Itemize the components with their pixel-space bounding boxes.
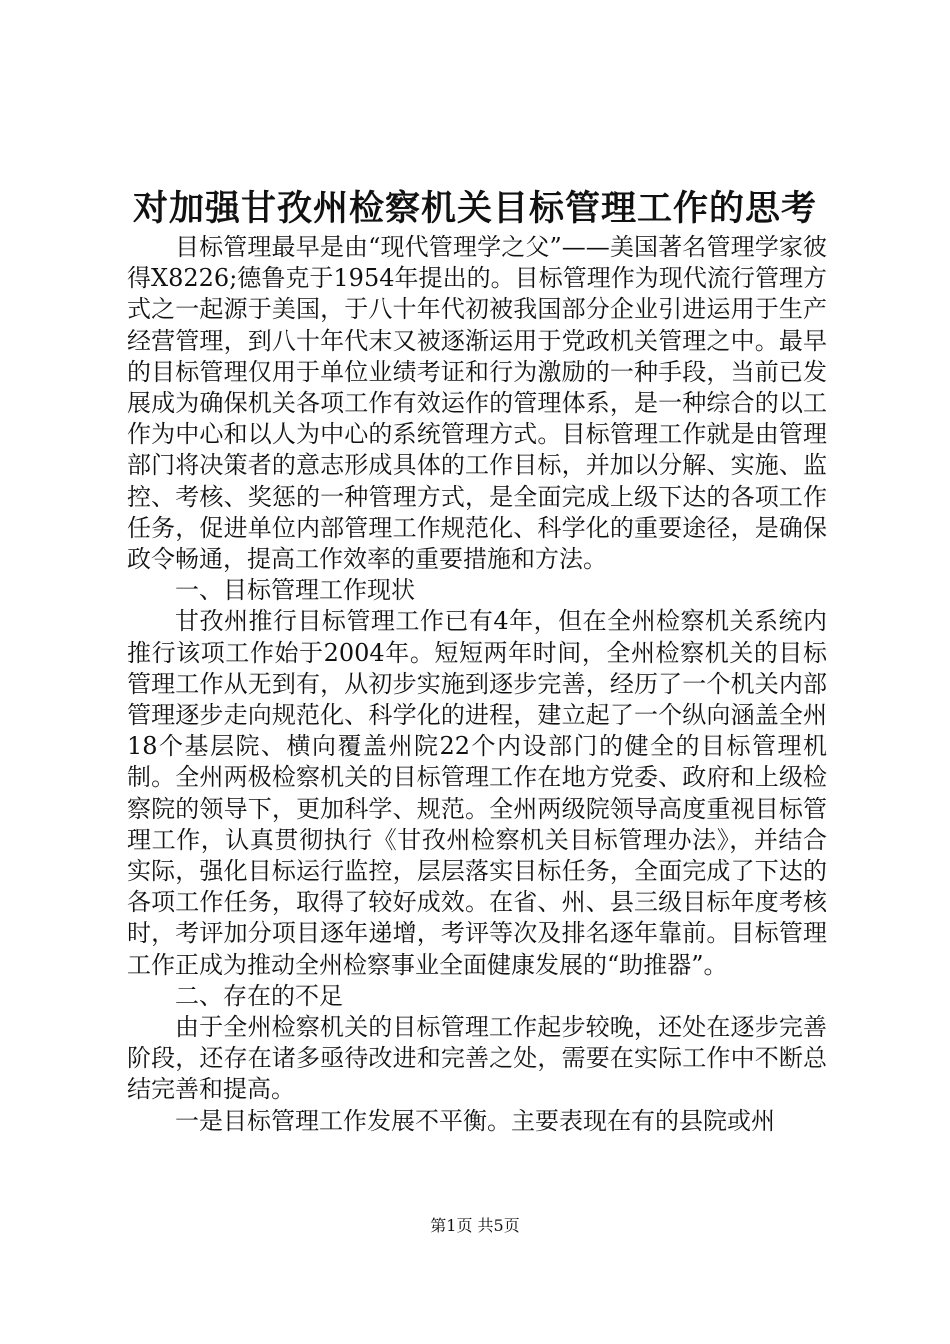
paragraph-intro: 目标管理最早是由“现代管理学之父”——美国著名管理学家彼得X8226;德鲁克于1954年提出的。目标管理作为现代流行管理方式之一起源于美国，于八十年代初被我国部分企业引进运用于生产经营管理，到八十年代末又被逐渐运用于党政机关管理之中。最早的目标管理仅用于单位业绩考证和行为激励的一种手段，当前已发展成为确保机关各项工作有效运作的管理体系，是一种综合的以工作为中心和以人为中心的系统管理方式。目标管理工作就是由管理部门将决策者的意志形成具体的工作目标，并加以分解、实施、监控、考核、奖惩的一种管理方式，是全面完成上级下达的各项工作任务，促进单位内部管理工作规范化、科学化的重要途径，是确保政令畅通，提高工作效率的重要措施和方法。: [127, 233, 827, 574]
paragraph-status: 甘孜州推行目标管理工作已有4年，但在全州检察机关系统内推行该项工作始于2004年。短短两年时间，全州检察机关的目标管理工作从无到有，从初步实施到逐步完善，经历了一个机关内部管理逐步走向规范化、科学化的进程，建立起了一个纵向涵盖全州18个基层院、横向覆盖州院22个内设部门的健全的目标管理机制。全州两极检察机关的目标管理工作在地方党委、政府和上级检察院的领导下，更加科学、规范。全州两级院领导高度重视目标管理工作，认真贯彻执行《甘孜州检察机关目标管理办法》，并结合实际，强化目标运行监控，层层落实目标任务，全面完成了下达的各项工作任务，取得了较好成效。在省、州、县三级目标年度考核时，考评加分项目逐年递增，考评等次及排名逐年靠前。目标管理工作正成为推动全州检察事业全面健康发展的“助推器”。: [127, 607, 827, 979]
paragraph-point-one: 一是目标管理工作发展不平衡。主要表现在有的县院或州: [175, 1106, 775, 1135]
page-footer: 第1页 共5页: [430, 1216, 520, 1235]
section-heading-shortcomings: 二、存在的不足: [175, 981, 343, 1010]
page-title: 对加强甘孜州检察机关目标管理工作的思考: [132, 188, 817, 229]
paragraph-shortcomings: 由于全州检察机关的目标管理工作起步较晚，还处在逐步完善阶段，还存在诸多亟待改进和完善之处，需要在实际工作中不断总结完善和提高。: [127, 1013, 827, 1104]
section-heading-status: 一、目标管理工作现状: [175, 576, 415, 605]
document-body: [127, 232, 827, 1137]
